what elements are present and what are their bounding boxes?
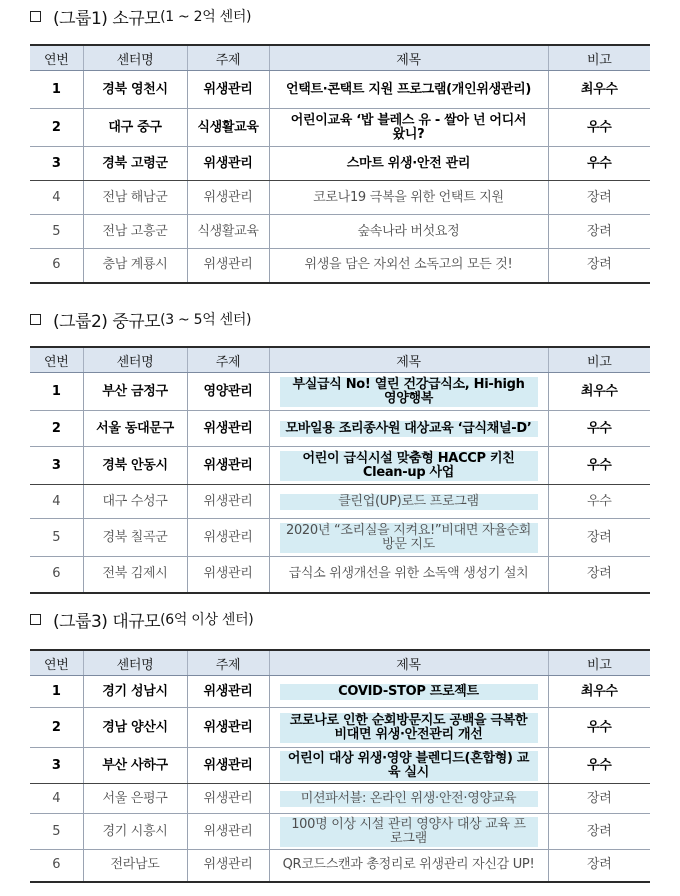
cell-topic: 위생관리: [187, 784, 269, 814]
cell-topic: 위생관리: [187, 708, 269, 748]
table-row: [30, 147, 650, 181]
header-title: 제목: [269, 45, 548, 71]
cell-note: 장려: [548, 519, 650, 557]
cell-center: 전남 고흥군: [83, 215, 187, 249]
cell-center: 충남 계룡시: [83, 249, 187, 283]
cell-no: 5: [30, 519, 83, 557]
table-row: [30, 784, 650, 814]
cell-no: 4: [30, 784, 83, 814]
header-no: 연번: [30, 45, 83, 71]
cell-center: 부산 금정구: [83, 373, 187, 411]
cell-no: 6: [30, 249, 83, 283]
header-note: 비고: [548, 347, 650, 373]
cell-no: 6: [30, 850, 83, 882]
title-highlight: 미션파서블: 온라인 위생·안전·영양교육: [280, 791, 538, 807]
cell-center: 대구 수성구: [83, 485, 187, 519]
cell-title: [269, 485, 548, 519]
cell-no: 4: [30, 181, 83, 215]
group1-table: [30, 44, 650, 284]
cell-topic: 식생활교육: [187, 215, 269, 249]
group3-subtitle: (6억 이상 센터): [160, 612, 254, 628]
group2-table: [30, 346, 650, 594]
cell-no: 2: [30, 109, 83, 147]
cell-topic: 위생관리: [187, 181, 269, 215]
table-header-row: [30, 45, 650, 71]
header-center: 센터명: [83, 347, 187, 373]
table-row: [30, 181, 650, 215]
title-highlight: 클린업(UP)로드 프로그램: [280, 494, 538, 510]
group3-table: [30, 649, 650, 883]
header-note: 비고: [548, 650, 650, 676]
cell-note: 장려: [548, 215, 650, 249]
cell-no: 5: [30, 814, 83, 850]
header-center: 센터명: [83, 45, 187, 71]
cell-center: 전라남도: [83, 850, 187, 882]
cell-no: 3: [30, 447, 83, 485]
cell-center: 경기 성남시: [83, 676, 187, 708]
cell-topic: 위생관리: [187, 748, 269, 784]
cell-center: 경북 안동시: [83, 447, 187, 485]
cell-note: 최우수: [548, 373, 650, 411]
title-highlight: 부실급식 No! 열린 건강급식소, Hi-high 영양행복: [280, 377, 538, 407]
cell-topic: 위생관리: [187, 676, 269, 708]
table-row: [30, 748, 650, 784]
group1-subtitle: (1 ~ 2억 센터): [160, 9, 252, 25]
header-topic: 주제: [187, 347, 269, 373]
cell-no: 1: [30, 71, 83, 109]
cell-topic: 식생활교육: [187, 109, 269, 147]
group3-title: (그룹3) 대규모: [53, 611, 161, 632]
table-row: [30, 814, 650, 850]
cell-center: 대구 중구: [83, 109, 187, 147]
title-highlight: 어린이 급식시설 맞춤형 HACCP 키친 Clean-up 사업: [280, 451, 538, 481]
header-title: 제목: [269, 347, 548, 373]
cell-title: QR코드스캔과 총정리로 위생관리 자신감 UP!: [269, 850, 548, 882]
table-row: [30, 109, 650, 147]
group1-title: (그룹1) 소규모: [53, 8, 161, 29]
group3-heading: [30, 607, 253, 631]
table-row: [30, 373, 650, 411]
cell-title: [269, 411, 548, 447]
cell-title: [269, 519, 548, 557]
table-header-row: [30, 347, 650, 373]
cell-center: 전북 김제시: [83, 557, 187, 593]
cell-title: 스마트 위생·안전 관리: [269, 147, 548, 181]
cell-title: [269, 814, 548, 850]
cell-note: 우수: [548, 748, 650, 784]
cell-note: 장려: [548, 784, 650, 814]
checkbox-square-icon: [30, 11, 41, 22]
cell-topic: 위생관리: [187, 557, 269, 593]
cell-note: 장려: [548, 557, 650, 593]
cell-title: 위생을 담은 자외선 소독고의 모든 것!: [269, 249, 548, 283]
cell-title: [269, 708, 548, 748]
table-row: [30, 447, 650, 485]
cell-note: 최우수: [548, 676, 650, 708]
cell-center: 경북 고령군: [83, 147, 187, 181]
table-row: [30, 249, 650, 283]
table-row: [30, 485, 650, 519]
cell-center: 경북 영천시: [83, 71, 187, 109]
cell-topic: 위생관리: [187, 249, 269, 283]
cell-topic: 위생관리: [187, 519, 269, 557]
table-row: [30, 215, 650, 249]
cell-center: 경북 칠곡군: [83, 519, 187, 557]
cell-topic: 영양관리: [187, 373, 269, 411]
table-row: [30, 557, 650, 593]
cell-no: 6: [30, 557, 83, 593]
header-title: 제목: [269, 650, 548, 676]
header-note: 비고: [548, 45, 650, 71]
cell-note: 장려: [548, 850, 650, 882]
cell-title: 급식소 위생개선을 위한 소독액 생성기 설치: [269, 557, 548, 593]
cell-topic: 위생관리: [187, 850, 269, 882]
header-no: 연번: [30, 650, 83, 676]
title-highlight: 코로나로 인한 순회방문지도 공백을 극복한 비대면 위생·안전관리 개선: [280, 713, 538, 743]
cell-title: [269, 676, 548, 708]
cell-note: 우수: [548, 411, 650, 447]
cell-center: 경남 양산시: [83, 708, 187, 748]
title-highlight: 어린이 대상 위생·영양 블렌디드(혼합형) 교육 실시: [280, 751, 538, 781]
cell-no: 4: [30, 485, 83, 519]
header-no: 연번: [30, 347, 83, 373]
cell-center: 경기 시흥시: [83, 814, 187, 850]
title-highlight: 2020년 “조리실을 지켜요!”비대면 자율순회방문 지도: [280, 523, 538, 553]
cell-title: [269, 373, 548, 411]
table-header-row: [30, 650, 650, 676]
cell-topic: 위생관리: [187, 814, 269, 850]
table-row: [30, 71, 650, 109]
title-highlight: 모바일용 조리종사원 대상교육 ‘급식채널-D’: [280, 421, 538, 437]
cell-no: 1: [30, 373, 83, 411]
cell-note: 우수: [548, 147, 650, 181]
cell-no: 3: [30, 748, 83, 784]
cell-note: 우수: [548, 485, 650, 519]
cell-no: 2: [30, 708, 83, 748]
cell-no: 2: [30, 411, 83, 447]
header-topic: 주제: [187, 45, 269, 71]
table-row: [30, 676, 650, 708]
cell-title: 언택트·콘택트 지원 프로그램(개인위생관리): [269, 71, 548, 109]
group2-heading: [30, 307, 251, 331]
cell-topic: 위생관리: [187, 411, 269, 447]
cell-no: 1: [30, 676, 83, 708]
group2-title: (그룹2) 중규모: [53, 311, 161, 332]
cell-title: [269, 748, 548, 784]
cell-note: 장려: [548, 249, 650, 283]
cell-title: 코로나19 극복을 위한 언택트 지원: [269, 181, 548, 215]
cell-note: 장려: [548, 181, 650, 215]
table-row: [30, 708, 650, 748]
title-highlight: COVID-STOP 프로젝트: [280, 684, 538, 700]
checkbox-square-icon: [30, 614, 41, 625]
cell-note: 장려: [548, 814, 650, 850]
group1-heading: [30, 4, 251, 28]
cell-note: 우수: [548, 109, 650, 147]
header-topic: 주제: [187, 650, 269, 676]
cell-no: 3: [30, 147, 83, 181]
cell-note: 우수: [548, 447, 650, 485]
cell-topic: 위생관리: [187, 485, 269, 519]
cell-center: 전남 해남군: [83, 181, 187, 215]
cell-topic: 위생관리: [187, 147, 269, 181]
table-row: [30, 519, 650, 557]
cell-note: 우수: [548, 708, 650, 748]
cell-note: 최우수: [548, 71, 650, 109]
cell-center: 부산 사하구: [83, 748, 187, 784]
cell-title: [269, 784, 548, 814]
checkbox-square-icon: [30, 314, 41, 325]
cell-title: 어린이교육 ‘밥 블레스 유 - 쌀아 넌 어디서 왔니?: [269, 109, 548, 147]
cell-center: 서울 은평구: [83, 784, 187, 814]
table-row: [30, 850, 650, 882]
group2-subtitle: (3 ~ 5억 센터): [160, 312, 252, 328]
cell-title: 숲속나라 버섯요정: [269, 215, 548, 249]
cell-topic: 위생관리: [187, 71, 269, 109]
title-highlight: 100명 이상 시설 관리 영양사 대상 교육 프로그램: [280, 817, 538, 847]
header-center: 센터명: [83, 650, 187, 676]
cell-center: 서울 동대문구: [83, 411, 187, 447]
table-row: [30, 411, 650, 447]
cell-title: [269, 447, 548, 485]
cell-topic: 위생관리: [187, 447, 269, 485]
cell-no: 5: [30, 215, 83, 249]
